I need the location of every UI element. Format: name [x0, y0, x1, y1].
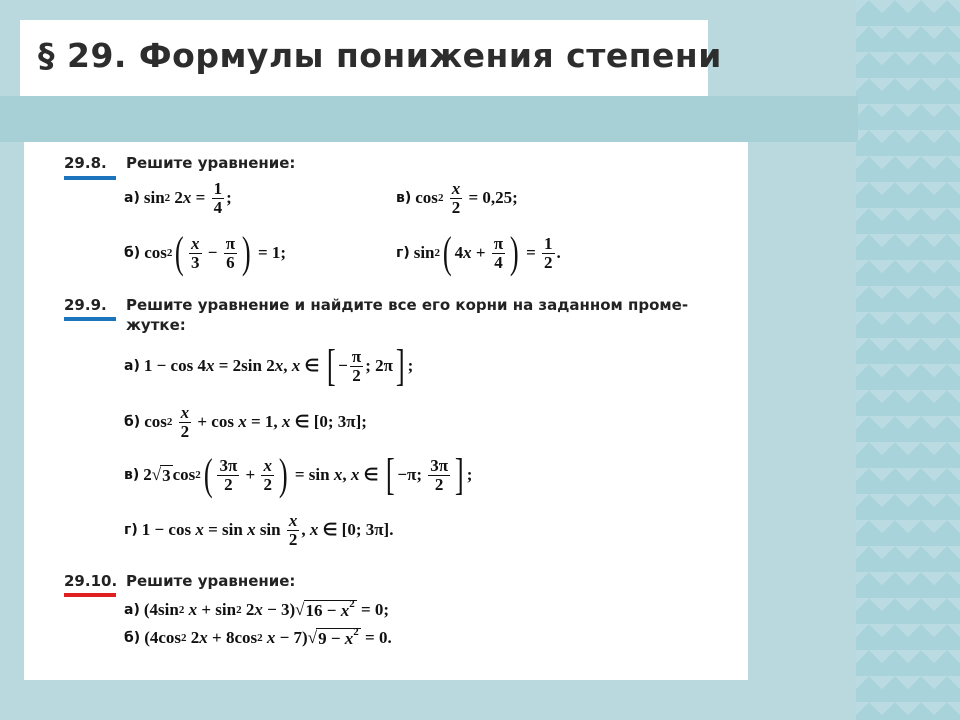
title-band: [0, 96, 858, 142]
item-label: а): [124, 358, 140, 374]
equation-29-8-a: а) sin 2 2 x = $\frac{1}{4}$ ;: [124, 178, 232, 217]
item-label: а): [124, 190, 140, 206]
textbook-page: [24, 142, 748, 680]
equation-29-9-g: г) 1 − cos x = sin x sin $\frac{x}{2}$ , x ∈ [0; 3π].: [124, 510, 394, 549]
item-label: в): [396, 190, 412, 206]
problem-number-29-10: 29.10.: [64, 572, 118, 590]
page-title: § 29. Формулы понижения степени: [38, 36, 722, 75]
problem-task: Решите уравнение:: [126, 154, 296, 172]
equation-29-9-a: а) 1 − cos 4 x = 2sin 2 x , x ∈ [ − $\frac{\pi}{2}$ ; 2π ] ;: [124, 341, 414, 390]
item-label: б): [124, 630, 141, 646]
item-label: г): [124, 522, 138, 538]
item-label: г): [396, 245, 410, 261]
problem-underline-blue: [64, 176, 116, 180]
equation-29-8-b: б) cos 2 ( $\frac{x}{3}$ − $\frac{\pi}{6}$ ) = 1;: [124, 228, 287, 277]
decorative-triangle-pattern: [856, 0, 960, 720]
problem-underline-blue: [64, 317, 116, 321]
equation-29-9-b: б) cos 2 $\frac{x}{2}$ + cos x = 1, x ∈ [0; 3π];: [124, 402, 367, 441]
equation-29-10-a: а) (4sin 2 x + sin 2 2 x − 3) √ $16 - x^2$ = 0;: [124, 597, 390, 620]
problem-number-29-9: 29.9.: [64, 296, 107, 314]
equation-29-10-b: б) (4cos 2 2 x + 8cos 2 x − 7) √ $9 - x^2$ = 0.: [124, 625, 392, 648]
item-label: а): [124, 602, 140, 618]
equation-29-9-v: в) 2 √ 3 cos 2 ( $\frac{3\pi}{2}$ + $\frac{x}{2}$ ) = sin x , x ∈ [ −π; $\frac{3\pi}{2}$ ] ;: [124, 450, 473, 499]
equation-29-8-g: г) sin 2 ( 4 x + $\frac{\pi}{4}$ ) = $\frac{1}{2}$ .: [396, 228, 561, 277]
problem-task-line1: Решите уравнение и найдите все его корни на заданном проме-: [126, 296, 689, 314]
item-label: в): [124, 467, 140, 483]
problem-underline-red: [64, 593, 116, 597]
item-label: б): [124, 245, 141, 261]
equation-29-8-v: в) cos 2 $\frac{x}{2}$ = 0,25;: [396, 178, 518, 217]
problem-task: Решите уравнение:: [126, 572, 296, 590]
item-label: б): [124, 414, 141, 430]
problem-number-29-8: 29.8.: [64, 154, 107, 172]
problem-task-line2: жутке:: [126, 316, 186, 334]
